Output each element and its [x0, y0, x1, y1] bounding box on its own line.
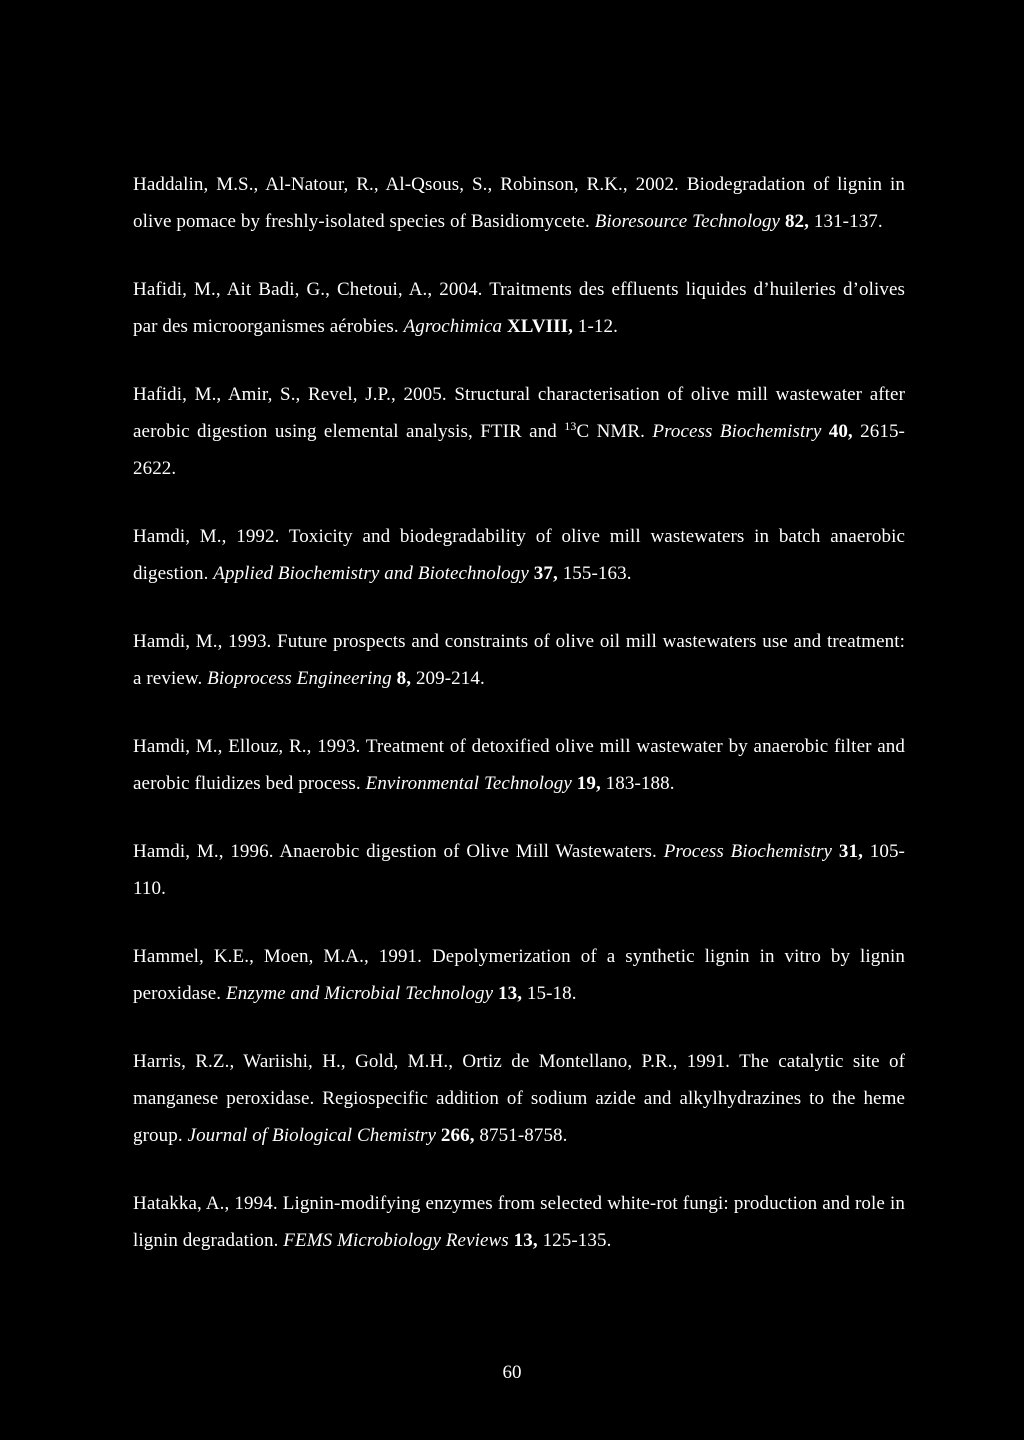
reference-journal: Applied Biochemistry and Biotechnology	[213, 563, 529, 584]
reference-journal: Process Biochemistry	[663, 841, 833, 862]
reference-pages: 15-18.	[526, 983, 577, 1004]
reference-entry	[133, 166, 905, 240]
reference-entry	[133, 1185, 905, 1259]
reference-title: Structural characterisation of olive mill wastewater after aerobic digestion using elemental analysis, FTIR and	[133, 384, 905, 442]
reference-authors-year: Hamdi, M., 1992.	[133, 526, 280, 547]
reference-journal: Bioresource Technology	[594, 211, 781, 232]
reference-entry	[133, 271, 905, 345]
reference-title: Anaerobic digestion of Olive Mill Wastewaters.	[279, 841, 657, 862]
reference-title: Depolymerization of a synthetic lignin in vitro by lignin peroxidase.	[133, 946, 905, 1004]
reference-list	[133, 166, 905, 1290]
reference-journal: Bioprocess Engineering	[207, 668, 392, 689]
reference-pages: 2615-2622.	[133, 421, 905, 479]
reference-journal: Environmental Technology	[365, 773, 572, 794]
reference-title-continued: C NMR.	[576, 421, 646, 442]
reference-title: The catalytic site of manganese peroxidase. Regiospecific addition of sodium azide and alkylhydrazines to the heme group.	[133, 1051, 906, 1146]
reference-pages: 209-214.	[415, 668, 485, 689]
reference-entry	[133, 938, 905, 1012]
reference-volume: 13,	[498, 983, 523, 1004]
page-number: 60	[502, 1362, 522, 1383]
reference-authors-year: Hammel, K.E., Moen, M.A., 1991.	[133, 946, 423, 967]
reference-pages: 1-12.	[577, 316, 618, 337]
reference-pages: 8751-8758.	[479, 1125, 568, 1146]
reference-journal: FEMS Microbiology Reviews	[283, 1230, 509, 1251]
reference-title: Lignin-modifying enzymes from selected white-rot fungi: production and role in lignin degradation.	[133, 1193, 905, 1251]
reference-volume: 266,	[440, 1125, 475, 1146]
reference-authors-year: Hafidi, M., Amir, S., Revel, J.P., 2005.	[133, 384, 447, 405]
reference-title: Traitments des effluents liquides d’huileries d’olives par des microorganismes aérobies.	[133, 279, 905, 337]
reference-entry	[133, 623, 905, 697]
reference-volume: 19,	[576, 773, 601, 794]
reference-volume: 40,	[828, 421, 853, 442]
reference-journal: Process Biochemistry	[652, 421, 822, 442]
reference-title: Toxicity and biodegradability of olive mill wastewaters in batch anaerobic digestion.	[133, 526, 905, 584]
reference-journal: Enzyme and Microbial Technology	[226, 983, 494, 1004]
reference-pages: 155-163.	[562, 563, 632, 584]
reference-pages: 105-110.	[133, 841, 905, 899]
reference-title: Biodegradation of lignin in olive pomace by freshly-isolated species of Basidiomycete.	[133, 174, 905, 232]
reference-volume: 8,	[396, 668, 412, 689]
reference-authors-year: Hatakka, A., 1994.	[133, 1193, 278, 1214]
reference-volume: 37,	[533, 563, 558, 584]
reference-entry	[133, 1043, 905, 1154]
reference-pages: 183-188.	[605, 773, 675, 794]
reference-pages: 131-137.	[813, 211, 883, 232]
reference-superscript: 13	[564, 419, 577, 433]
reference-entry	[133, 518, 905, 592]
reference-authors-year: Hafidi, M., Ait Badi, G., Chetoui, A., 2004.	[133, 279, 483, 300]
reference-pages: 125-135.	[542, 1230, 612, 1251]
reference-volume: 13,	[513, 1230, 538, 1251]
reference-entry	[133, 833, 905, 907]
reference-volume: 82,	[784, 211, 810, 232]
reference-authors-year: Haddalin, M.S., Al-Natour, R., Al-Qsous, S., Robinson, R.K., 2002.	[133, 174, 679, 195]
reference-entry	[133, 376, 905, 487]
reference-journal: Journal of Biological Chemistry	[187, 1125, 437, 1146]
reference-authors-year: Hamdi, M., Ellouz, R., 1993.	[133, 736, 361, 757]
reference-authors-year: Hamdi, M., 1996.	[133, 841, 274, 862]
reference-entry	[133, 728, 905, 802]
reference-authors-year: Hamdi, M., 1993.	[133, 631, 272, 652]
reference-volume: XLVIII,	[506, 316, 573, 337]
reference-title: Future prospects and constraints of olive oil mill wastewaters use and treatment: a review.	[133, 631, 905, 689]
reference-journal: Agrochimica	[403, 316, 503, 337]
reference-authors-year: Harris, R.Z., Wariishi, H., Gold, M.H., Ortiz de Montellano, P.R., 1991.	[133, 1051, 731, 1072]
reference-volume: 31,	[838, 841, 863, 862]
reference-title: Treatment of detoxified olive mill wastewater by anaerobic filter and aerobic fluidizes bed process.	[133, 736, 905, 794]
